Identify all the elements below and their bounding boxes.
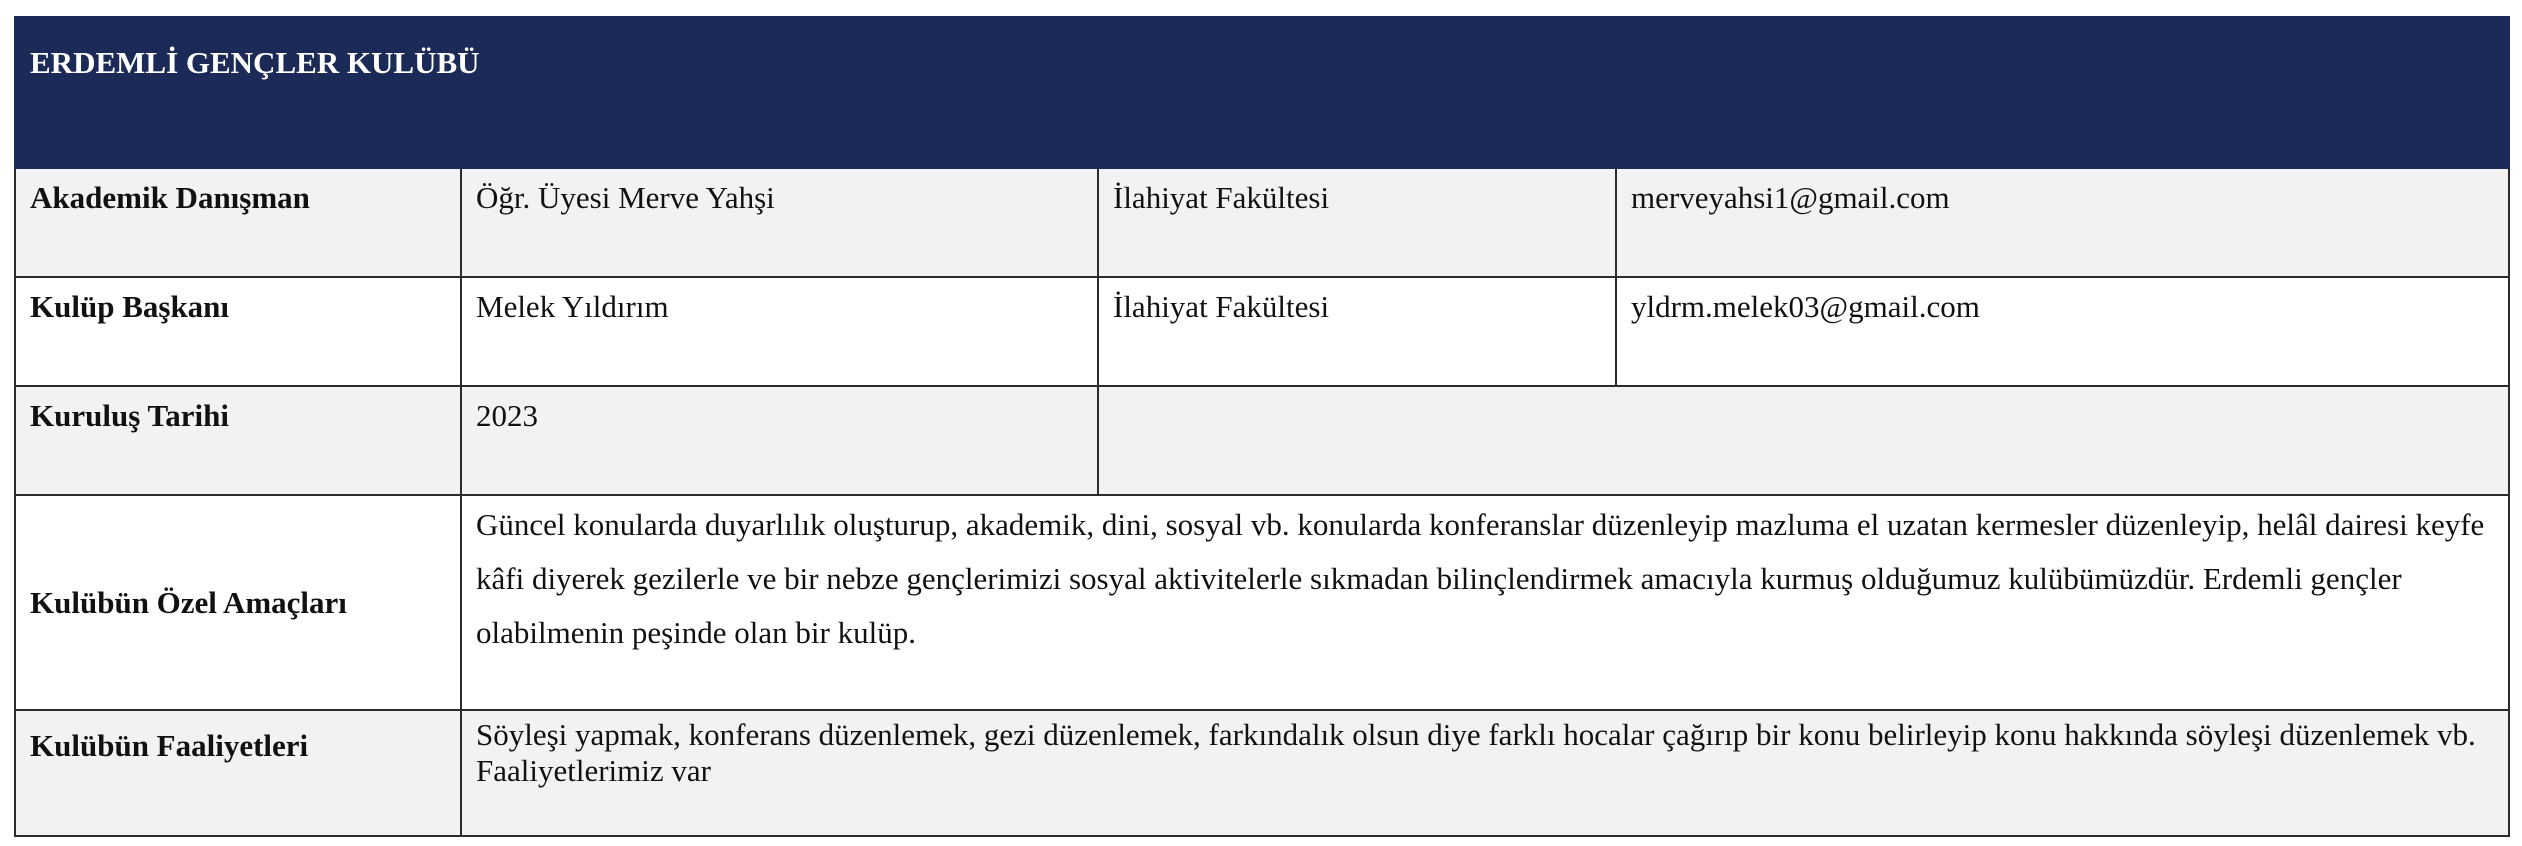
founded-row (15, 386, 2509, 495)
activities-row (15, 710, 2509, 836)
title-row (15, 17, 2509, 168)
advisor-row (15, 168, 2509, 277)
activities-label: Kulübün Faaliyetleri (15, 710, 461, 836)
president-name: Melek Yıldırım (461, 277, 1098, 386)
president-email: yldrm.melek03@gmail.com (1616, 277, 2509, 386)
goals-text: Güncel konularda duyarlılık oluşturup, akademik, dini, sosyal vb. konularda konferanslar düzenleyip mazluma el uzatan kermesler düzenleyip, helâl dairesi keyfe kâfi diyerek gezilerle ve bir nebze gençlerimizi sosyal aktivitelerle sıkmadan bilinçlendirmek amacıyla kurmuş olduğumuz kulübümüzdür. Erdemli gençler olabilmenin peşinde olan bir kulüp. (461, 495, 2509, 710)
founded-value: 2023 (461, 386, 1098, 495)
club-title: ERDEMLİ GENÇLER KULÜBÜ (15, 17, 2509, 168)
goals-row (15, 495, 2509, 710)
club-info-table (14, 16, 2510, 837)
advisor-name: Öğr. Üyesi Merve Yahşi (461, 168, 1098, 277)
activities-text: Söyleşi yapmak, konferans düzenlemek, gezi düzenlemek, farkındalık olsun diye farklı hocalar çağırıp bir konu belirleyip konu hakkında söyleşi düzenlemek vb. Faaliyetlerimiz var (461, 710, 2509, 836)
president-label: Kulüp Başkanı (15, 277, 461, 386)
president-row (15, 277, 2509, 386)
founded-empty-cell (1098, 386, 2509, 495)
advisor-email: merveyahsi1@gmail.com (1616, 168, 2509, 277)
advisor-label: Akademik Danışman (15, 168, 461, 277)
advisor-faculty: İlahiyat Fakültesi (1098, 168, 1616, 277)
goals-label: Kulübün Özel Amaçları (15, 495, 461, 710)
founded-label: Kuruluş Tarihi (15, 386, 461, 495)
president-faculty: İlahiyat Fakültesi (1098, 277, 1616, 386)
